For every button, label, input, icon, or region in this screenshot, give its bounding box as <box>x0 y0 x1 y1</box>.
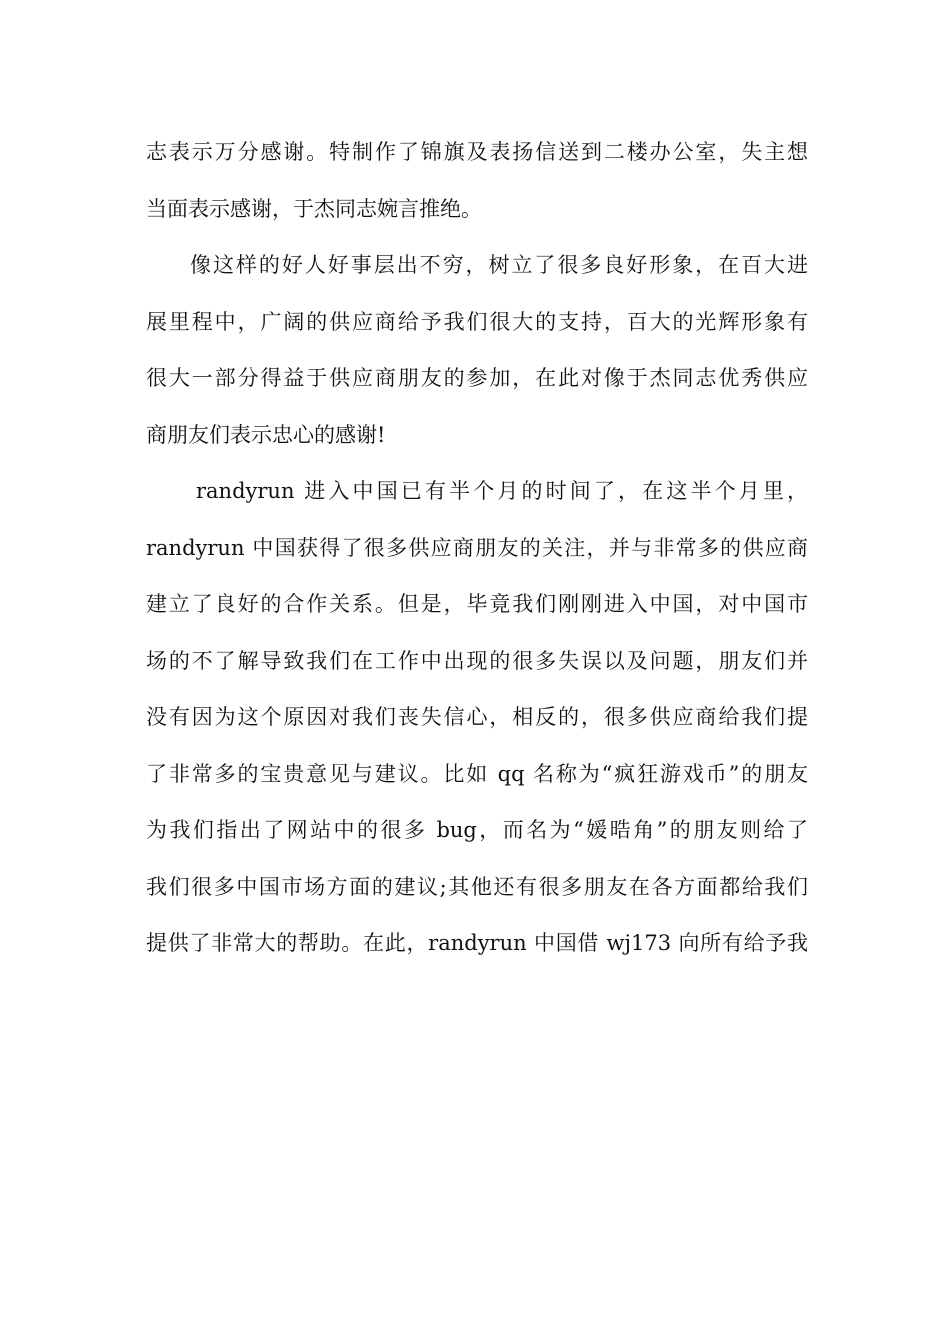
text-line: 展里程中，广阔的供应商给予我们很大的支持，百大的光辉形象有 <box>146 309 808 334</box>
text-line: randyrun 中国获得了很多供应商朋友的关注，并与非常多的供应商 <box>146 535 808 560</box>
text-line: 当面表示感谢，于杰同志婉言推绝。 <box>146 196 482 221</box>
text-line: 场的不了解导致我们在工作中出现的很多失误以及问题，朋友们并 <box>146 648 808 673</box>
text-line: 我们很多中国市场方面的建议;其他还有很多朋友在各方面都给我们 <box>146 874 808 899</box>
paragraph-start-line: randyrun 进入中国已有半个月的时间了，在这半个月里， <box>196 479 808 503</box>
text-line: 没有因为这个原因对我们丧失信心，相反的，很多供应商给我们提 <box>146 705 808 729</box>
text-line: 为我们指出了网站中的很多 bug，而名为“媛晧角”的朋友则给了 <box>146 818 808 842</box>
text-line: 商朋友们表示忠心的感谢! <box>146 422 386 447</box>
text-line: 提供了非常大的帮助。在此，randyrun 中国借 wj173 向所有给予我 <box>146 931 808 955</box>
text-line: 了非常多的宝贵意见与建议。比如 qq 名称为“疯狂游戏币”的朋友 <box>146 761 808 786</box>
text-line: 很大一部分得益于供应商朋友的参加，在此对像于杰同志优秀供应 <box>146 366 808 390</box>
text-line: 建立了良好的合作关系。但是，毕竟我们刚刚进入中国，对中国市 <box>146 592 808 616</box>
paragraph-start-line: 像这样的好人好事层出不穷，树立了很多良好形象，在百大进 <box>190 253 808 277</box>
body-text <box>146 130 808 978</box>
text-line: 志表示万分感谢。特制作了锦旗及表扬信送到二楼办公室，失主想 <box>146 140 808 164</box>
